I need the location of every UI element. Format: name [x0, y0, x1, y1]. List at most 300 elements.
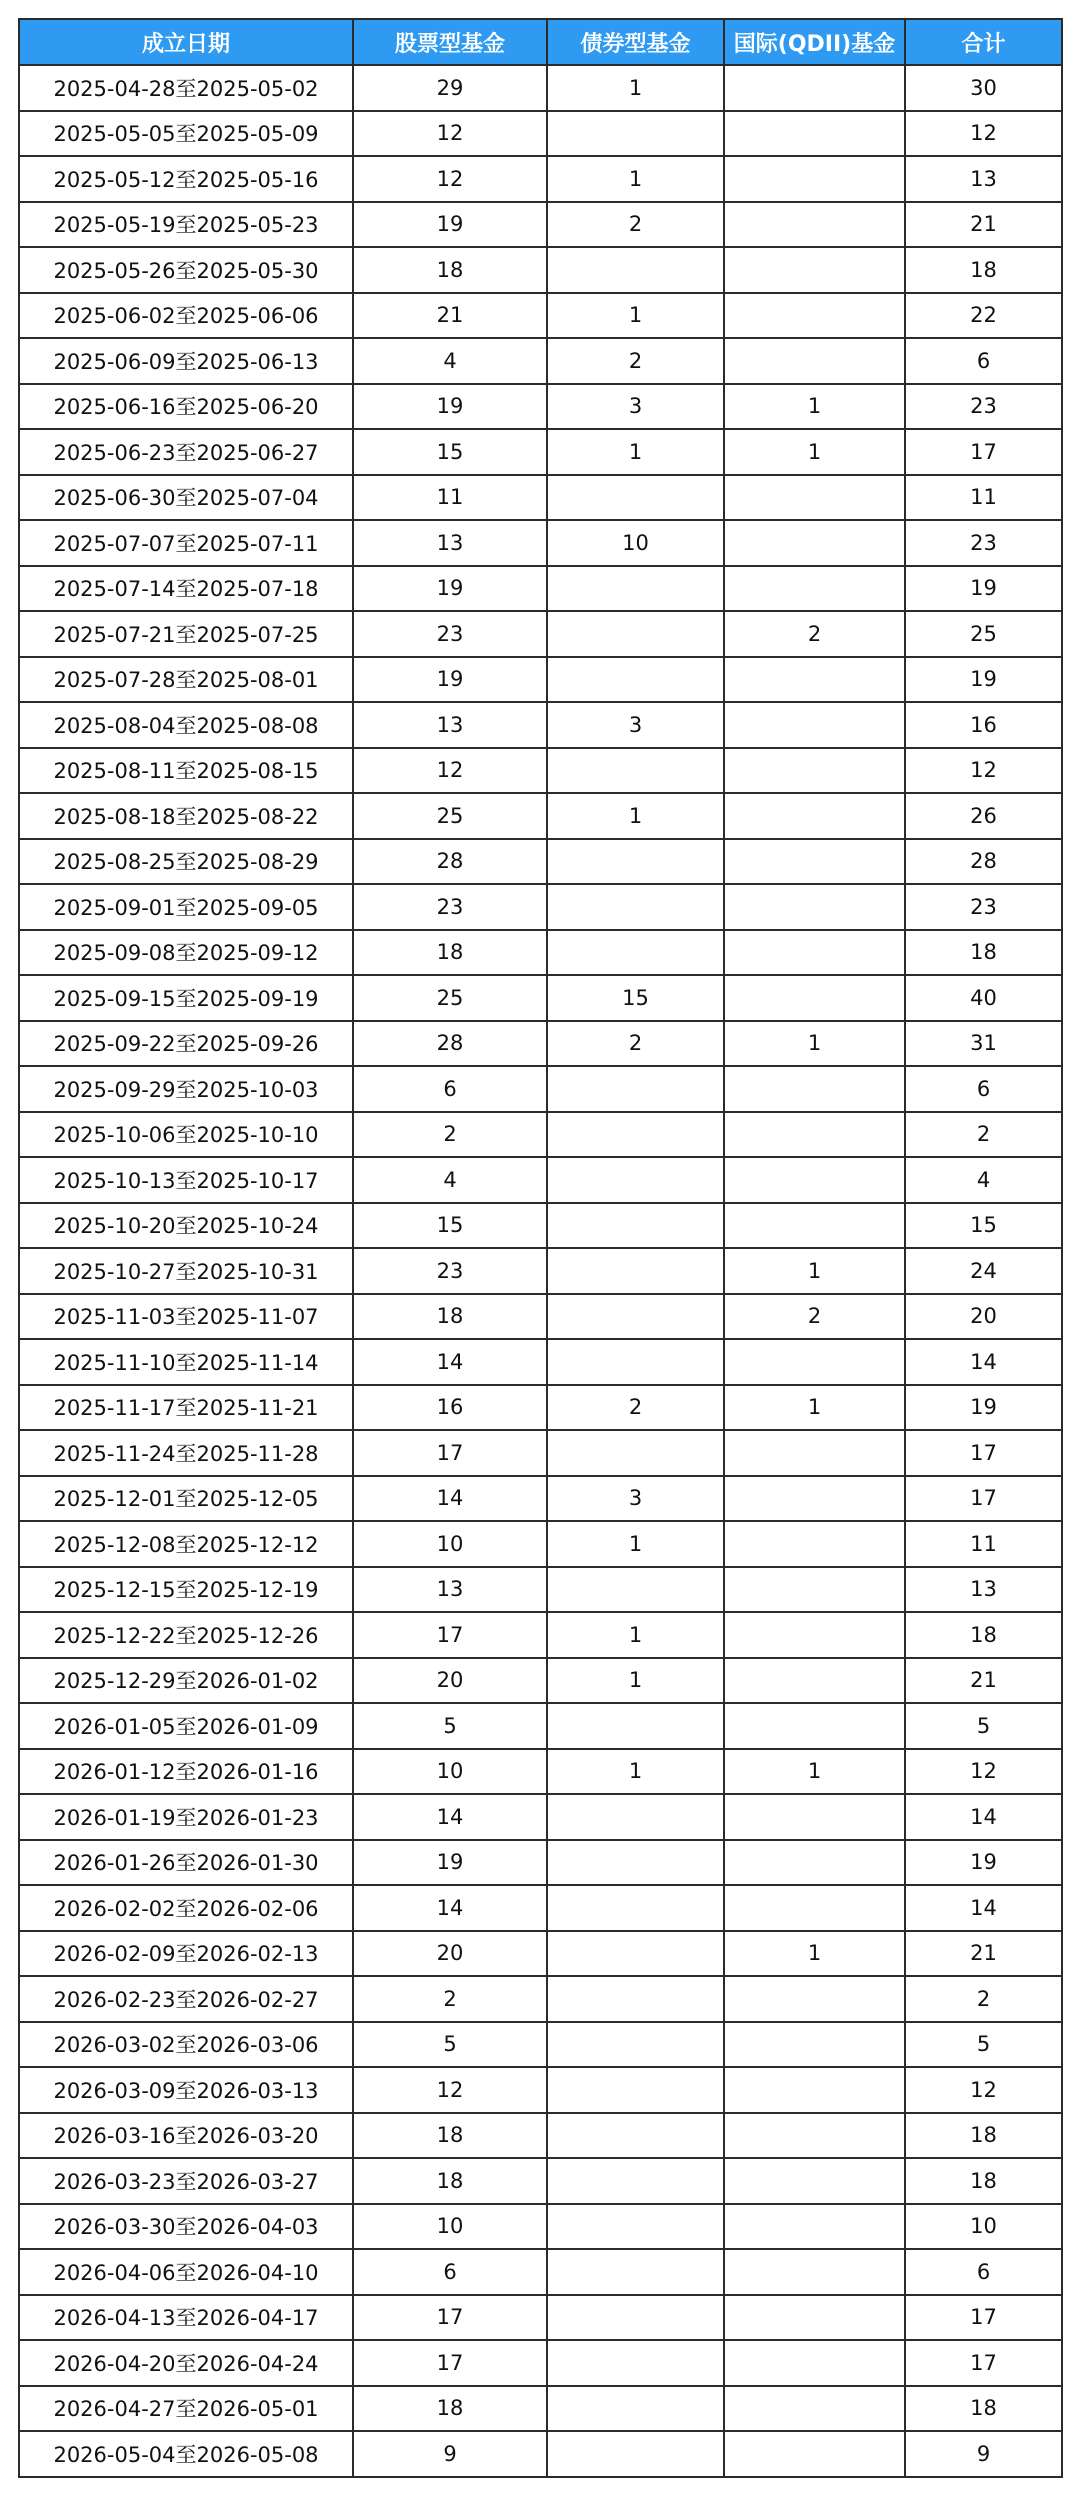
table-row	[19, 2067, 1062, 2113]
cell-stock-fund: 19	[353, 566, 547, 612]
cell-stock-fund: 17	[353, 1430, 547, 1476]
cell-stock-fund: 13	[353, 1567, 547, 1613]
cell-bond-fund	[547, 2386, 724, 2432]
cell-qdii-fund	[724, 1976, 905, 2022]
table-row	[19, 1612, 1062, 1658]
cell-date-range: 2025-12-01至2025-12-05	[19, 1476, 353, 1522]
table-row	[19, 1476, 1062, 1522]
cell-stock-fund: 5	[353, 1703, 547, 1749]
cell-qdii-fund	[724, 2022, 905, 2068]
table-row	[19, 429, 1062, 475]
table-body	[19, 65, 1062, 2477]
cell-qdii-fund	[724, 156, 905, 202]
cell-total: 16	[905, 702, 1062, 748]
table-row	[19, 1521, 1062, 1567]
cell-stock-fund: 5	[353, 2022, 547, 2068]
table-row	[19, 1157, 1062, 1203]
fund-table-container	[18, 18, 1061, 2478]
cell-stock-fund: 20	[353, 1931, 547, 1977]
cell-bond-fund: 2	[547, 1021, 724, 1067]
table-header	[19, 19, 1062, 65]
cell-bond-fund	[547, 1157, 724, 1203]
cell-stock-fund: 25	[353, 793, 547, 839]
cell-qdii-fund	[724, 1794, 905, 1840]
cell-qdii-fund	[724, 2386, 905, 2432]
cell-total: 18	[905, 1612, 1062, 1658]
table-row	[19, 2158, 1062, 2204]
cell-qdii-fund	[724, 338, 905, 384]
cell-stock-fund: 12	[353, 2067, 547, 2113]
cell-bond-fund	[547, 657, 724, 703]
cell-bond-fund	[547, 748, 724, 794]
cell-bond-fund: 15	[547, 975, 724, 1021]
cell-date-range: 2025-08-25至2025-08-29	[19, 839, 353, 885]
cell-date-range: 2026-03-09至2026-03-13	[19, 2067, 353, 2113]
header-establish-date: 成立日期	[19, 19, 353, 65]
cell-date-range: 2026-03-23至2026-03-27	[19, 2158, 353, 2204]
cell-qdii-fund	[724, 702, 905, 748]
cell-total: 28	[905, 839, 1062, 885]
cell-qdii-fund: 1	[724, 1021, 905, 1067]
cell-total: 5	[905, 1703, 1062, 1749]
cell-total: 11	[905, 475, 1062, 521]
header-total: 合计	[905, 19, 1062, 65]
cell-qdii-fund	[724, 2113, 905, 2159]
cell-total: 18	[905, 930, 1062, 976]
cell-stock-fund: 25	[353, 975, 547, 1021]
table-row	[19, 793, 1062, 839]
cell-bond-fund	[547, 930, 724, 976]
cell-date-range: 2025-07-21至2025-07-25	[19, 611, 353, 657]
cell-total: 25	[905, 611, 1062, 657]
cell-date-range: 2025-12-08至2025-12-12	[19, 1521, 353, 1567]
cell-total: 18	[905, 2386, 1062, 2432]
cell-bond-fund	[547, 247, 724, 293]
cell-qdii-fund	[724, 2295, 905, 2341]
cell-total: 21	[905, 202, 1062, 248]
cell-bond-fund	[547, 111, 724, 157]
cell-qdii-fund	[724, 884, 905, 930]
cell-date-range: 2025-05-19至2025-05-23	[19, 202, 353, 248]
cell-total: 10	[905, 2204, 1062, 2250]
table-row	[19, 111, 1062, 157]
cell-bond-fund	[547, 1976, 724, 2022]
cell-date-range: 2025-06-30至2025-07-04	[19, 475, 353, 521]
cell-total: 22	[905, 293, 1062, 339]
table-row	[19, 1385, 1062, 1431]
cell-total: 20	[905, 1294, 1062, 1340]
cell-total: 23	[905, 884, 1062, 930]
cell-stock-fund: 12	[353, 111, 547, 157]
cell-date-range: 2025-09-29至2025-10-03	[19, 1066, 353, 1112]
cell-stock-fund: 13	[353, 520, 547, 566]
table-row	[19, 1021, 1062, 1067]
cell-bond-fund	[547, 884, 724, 930]
cell-stock-fund: 4	[353, 1157, 547, 1203]
cell-bond-fund	[547, 1703, 724, 1749]
cell-qdii-fund	[724, 293, 905, 339]
cell-qdii-fund	[724, 1567, 905, 1613]
cell-qdii-fund: 1	[724, 1749, 905, 1795]
cell-total: 19	[905, 1840, 1062, 1886]
cell-bond-fund	[547, 1339, 724, 1385]
cell-qdii-fund: 1	[724, 1385, 905, 1431]
table-row	[19, 975, 1062, 1021]
cell-qdii-fund	[724, 2249, 905, 2295]
table-row	[19, 202, 1062, 248]
cell-qdii-fund	[724, 1112, 905, 1158]
cell-stock-fund: 29	[353, 65, 547, 111]
cell-total: 19	[905, 1385, 1062, 1431]
table-row	[19, 1658, 1062, 1704]
cell-qdii-fund	[724, 520, 905, 566]
cell-qdii-fund	[724, 1885, 905, 1931]
cell-bond-fund	[547, 839, 724, 885]
cell-stock-fund: 10	[353, 2204, 547, 2250]
cell-total: 2	[905, 1112, 1062, 1158]
table-row	[19, 566, 1062, 612]
cell-stock-fund: 2	[353, 1112, 547, 1158]
cell-bond-fund	[547, 2204, 724, 2250]
header-row	[19, 19, 1062, 65]
cell-qdii-fund	[724, 1840, 905, 1886]
cell-total: 17	[905, 2340, 1062, 2386]
cell-qdii-fund	[724, 1430, 905, 1476]
cell-stock-fund: 28	[353, 1021, 547, 1067]
cell-qdii-fund: 2	[724, 611, 905, 657]
cell-bond-fund	[547, 1203, 724, 1249]
cell-qdii-fund	[724, 1066, 905, 1112]
table-row	[19, 475, 1062, 521]
cell-stock-fund: 18	[353, 247, 547, 293]
cell-bond-fund: 3	[547, 702, 724, 748]
cell-stock-fund: 9	[353, 2431, 547, 2477]
cell-date-range: 2025-06-16至2025-06-20	[19, 384, 353, 430]
cell-bond-fund	[547, 1430, 724, 1476]
cell-stock-fund: 11	[353, 475, 547, 521]
cell-date-range: 2026-05-04至2026-05-08	[19, 2431, 353, 2477]
table-row	[19, 2295, 1062, 2341]
table-row	[19, 1294, 1062, 1340]
cell-qdii-fund	[724, 1703, 905, 1749]
cell-qdii-fund: 1	[724, 1248, 905, 1294]
table-row	[19, 384, 1062, 430]
cell-stock-fund: 14	[353, 1476, 547, 1522]
cell-bond-fund: 1	[547, 65, 724, 111]
cell-bond-fund	[547, 2340, 724, 2386]
cell-qdii-fund: 1	[724, 384, 905, 430]
cell-total: 12	[905, 111, 1062, 157]
cell-total: 19	[905, 657, 1062, 703]
cell-bond-fund	[547, 2113, 724, 2159]
cell-stock-fund: 19	[353, 657, 547, 703]
table-row	[19, 1931, 1062, 1977]
cell-date-range: 2026-01-19至2026-01-23	[19, 1794, 353, 1840]
cell-bond-fund	[547, 1112, 724, 1158]
cell-stock-fund: 2	[353, 1976, 547, 2022]
table-row	[19, 1430, 1062, 1476]
table-row	[19, 1840, 1062, 1886]
cell-total: 14	[905, 1885, 1062, 1931]
cell-bond-fund: 1	[547, 1658, 724, 1704]
cell-bond-fund	[547, 1794, 724, 1840]
cell-bond-fund: 1	[547, 1612, 724, 1658]
cell-date-range: 2025-12-15至2025-12-19	[19, 1567, 353, 1613]
cell-total: 11	[905, 1521, 1062, 1567]
cell-stock-fund: 18	[353, 930, 547, 976]
cell-date-range: 2026-04-20至2026-04-24	[19, 2340, 353, 2386]
cell-date-range: 2025-09-22至2025-09-26	[19, 1021, 353, 1067]
table-row	[19, 2340, 1062, 2386]
cell-bond-fund	[547, 1066, 724, 1112]
table-row	[19, 2204, 1062, 2250]
cell-date-range: 2026-03-16至2026-03-20	[19, 2113, 353, 2159]
cell-date-range: 2025-08-11至2025-08-15	[19, 748, 353, 794]
cell-qdii-fund	[724, 1521, 905, 1567]
table-row	[19, 2431, 1062, 2477]
cell-total: 31	[905, 1021, 1062, 1067]
cell-date-range: 2025-06-09至2025-06-13	[19, 338, 353, 384]
cell-total: 2	[905, 1976, 1062, 2022]
cell-qdii-fund	[724, 2204, 905, 2250]
header-stock-fund: 股票型基金	[353, 19, 547, 65]
cell-date-range: 2025-11-03至2025-11-07	[19, 1294, 353, 1340]
cell-qdii-fund	[724, 2158, 905, 2204]
cell-date-range: 2025-05-12至2025-05-16	[19, 156, 353, 202]
cell-date-range: 2025-06-23至2025-06-27	[19, 429, 353, 475]
cell-qdii-fund	[724, 1658, 905, 1704]
cell-stock-fund: 13	[353, 702, 547, 748]
cell-date-range: 2025-05-05至2025-05-09	[19, 111, 353, 157]
cell-qdii-fund	[724, 1157, 905, 1203]
cell-bond-fund	[547, 2295, 724, 2341]
cell-bond-fund: 1	[547, 793, 724, 839]
cell-bond-fund: 1	[547, 1521, 724, 1567]
cell-qdii-fund	[724, 566, 905, 612]
cell-stock-fund: 10	[353, 1749, 547, 1795]
cell-total: 14	[905, 1794, 1062, 1840]
cell-qdii-fund	[724, 247, 905, 293]
cell-date-range: 2025-12-22至2025-12-26	[19, 1612, 353, 1658]
cell-date-range: 2025-11-24至2025-11-28	[19, 1430, 353, 1476]
cell-bond-fund	[547, 2158, 724, 2204]
cell-total: 15	[905, 1203, 1062, 1249]
cell-stock-fund: 19	[353, 202, 547, 248]
cell-total: 40	[905, 975, 1062, 1021]
cell-total: 21	[905, 1931, 1062, 1977]
cell-qdii-fund	[724, 793, 905, 839]
table-row	[19, 884, 1062, 930]
cell-date-range: 2026-04-27至2026-05-01	[19, 2386, 353, 2432]
cell-date-range: 2026-01-12至2026-01-16	[19, 1749, 353, 1795]
cell-total: 26	[905, 793, 1062, 839]
cell-bond-fund	[547, 1248, 724, 1294]
table-row	[19, 65, 1062, 111]
cell-qdii-fund	[724, 1203, 905, 1249]
cell-qdii-fund	[724, 748, 905, 794]
cell-date-range: 2025-06-02至2025-06-06	[19, 293, 353, 339]
cell-date-range: 2025-08-04至2025-08-08	[19, 702, 353, 748]
table-row	[19, 2113, 1062, 2159]
cell-bond-fund	[547, 566, 724, 612]
fund-establishment-table	[18, 18, 1063, 2478]
cell-date-range: 2025-04-28至2025-05-02	[19, 65, 353, 111]
table-row	[19, 247, 1062, 293]
table-row	[19, 611, 1062, 657]
cell-total: 6	[905, 1066, 1062, 1112]
cell-date-range: 2026-03-30至2026-04-03	[19, 2204, 353, 2250]
cell-date-range: 2025-05-26至2025-05-30	[19, 247, 353, 293]
cell-date-range: 2026-03-02至2026-03-06	[19, 2022, 353, 2068]
cell-total: 5	[905, 2022, 1062, 2068]
cell-stock-fund: 4	[353, 338, 547, 384]
cell-bond-fund: 1	[547, 1749, 724, 1795]
cell-qdii-fund	[724, 975, 905, 1021]
header-qdii-fund: 国际(QDII)基金	[724, 19, 905, 65]
table-row	[19, 1112, 1062, 1158]
cell-stock-fund: 20	[353, 1658, 547, 1704]
cell-date-range: 2026-04-13至2026-04-17	[19, 2295, 353, 2341]
cell-date-range: 2025-09-15至2025-09-19	[19, 975, 353, 1021]
cell-stock-fund: 17	[353, 2340, 547, 2386]
cell-total: 17	[905, 1430, 1062, 1476]
cell-qdii-fund	[724, 2067, 905, 2113]
cell-qdii-fund	[724, 657, 905, 703]
cell-qdii-fund	[724, 2431, 905, 2477]
table-row	[19, 748, 1062, 794]
cell-bond-fund: 2	[547, 202, 724, 248]
cell-date-range: 2026-02-02至2026-02-06	[19, 1885, 353, 1931]
table-row	[19, 1248, 1062, 1294]
cell-stock-fund: 23	[353, 611, 547, 657]
cell-bond-fund: 1	[547, 293, 724, 339]
cell-stock-fund: 23	[353, 1248, 547, 1294]
cell-total: 30	[905, 65, 1062, 111]
cell-total: 24	[905, 1248, 1062, 1294]
cell-total: 14	[905, 1339, 1062, 1385]
cell-date-range: 2026-01-05至2026-01-09	[19, 1703, 353, 1749]
cell-date-range: 2026-04-06至2026-04-10	[19, 2249, 353, 2295]
cell-date-range: 2025-10-13至2025-10-17	[19, 1157, 353, 1203]
cell-total: 18	[905, 2113, 1062, 2159]
cell-qdii-fund: 2	[724, 1294, 905, 1340]
cell-bond-fund	[547, 2431, 724, 2477]
cell-stock-fund: 14	[353, 1885, 547, 1931]
table-row	[19, 293, 1062, 339]
cell-bond-fund	[547, 1567, 724, 1613]
cell-date-range: 2025-07-28至2025-08-01	[19, 657, 353, 703]
cell-total: 21	[905, 1658, 1062, 1704]
table-row	[19, 702, 1062, 748]
header-bond-fund: 债券型基金	[547, 19, 724, 65]
cell-date-range: 2025-07-14至2025-07-18	[19, 566, 353, 612]
table-row	[19, 2249, 1062, 2295]
cell-qdii-fund	[724, 111, 905, 157]
cell-date-range: 2025-10-06至2025-10-10	[19, 1112, 353, 1158]
cell-qdii-fund	[724, 1339, 905, 1385]
cell-stock-fund: 19	[353, 1840, 547, 1886]
table-row	[19, 338, 1062, 384]
cell-date-range: 2025-11-17至2025-11-21	[19, 1385, 353, 1431]
cell-total: 13	[905, 156, 1062, 202]
cell-stock-fund: 12	[353, 748, 547, 794]
table-row	[19, 2022, 1062, 2068]
table-row	[19, 1066, 1062, 1112]
cell-date-range: 2025-11-10至2025-11-14	[19, 1339, 353, 1385]
cell-total: 6	[905, 338, 1062, 384]
cell-qdii-fund	[724, 475, 905, 521]
cell-bond-fund: 1	[547, 156, 724, 202]
table-row	[19, 839, 1062, 885]
cell-total: 12	[905, 1749, 1062, 1795]
cell-date-range: 2025-09-08至2025-09-12	[19, 930, 353, 976]
cell-stock-fund: 14	[353, 1794, 547, 1840]
cell-bond-fund	[547, 2249, 724, 2295]
cell-qdii-fund	[724, 1612, 905, 1658]
cell-qdii-fund	[724, 202, 905, 248]
cell-total: 9	[905, 2431, 1062, 2477]
cell-stock-fund: 18	[353, 2158, 547, 2204]
cell-bond-fund: 1	[547, 429, 724, 475]
cell-total: 19	[905, 566, 1062, 612]
cell-bond-fund	[547, 1294, 724, 1340]
cell-stock-fund: 23	[353, 884, 547, 930]
cell-date-range: 2025-10-20至2025-10-24	[19, 1203, 353, 1249]
cell-total: 6	[905, 2249, 1062, 2295]
cell-bond-fund: 2	[547, 338, 724, 384]
cell-stock-fund: 18	[353, 1294, 547, 1340]
cell-stock-fund: 18	[353, 2113, 547, 2159]
cell-stock-fund: 6	[353, 1066, 547, 1112]
table-row	[19, 1203, 1062, 1249]
cell-bond-fund: 3	[547, 384, 724, 430]
cell-bond-fund	[547, 475, 724, 521]
table-row	[19, 156, 1062, 202]
cell-stock-fund: 17	[353, 2295, 547, 2341]
cell-qdii-fund	[724, 839, 905, 885]
cell-total: 17	[905, 429, 1062, 475]
cell-bond-fund	[547, 1885, 724, 1931]
table-row	[19, 1703, 1062, 1749]
cell-bond-fund	[547, 1931, 724, 1977]
cell-bond-fund: 3	[547, 1476, 724, 1522]
cell-stock-fund: 17	[353, 1612, 547, 1658]
cell-date-range: 2025-10-27至2025-10-31	[19, 1248, 353, 1294]
table-row	[19, 1885, 1062, 1931]
table-row	[19, 1976, 1062, 2022]
cell-bond-fund	[547, 1840, 724, 1886]
cell-bond-fund	[547, 611, 724, 657]
cell-stock-fund: 28	[353, 839, 547, 885]
cell-stock-fund: 15	[353, 429, 547, 475]
cell-stock-fund: 15	[353, 1203, 547, 1249]
cell-qdii-fund	[724, 65, 905, 111]
cell-total: 13	[905, 1567, 1062, 1613]
cell-stock-fund: 10	[353, 1521, 547, 1567]
cell-total: 23	[905, 520, 1062, 566]
cell-stock-fund: 6	[353, 2249, 547, 2295]
cell-total: 17	[905, 2295, 1062, 2341]
cell-bond-fund: 10	[547, 520, 724, 566]
cell-qdii-fund: 1	[724, 429, 905, 475]
cell-date-range: 2025-12-29至2026-01-02	[19, 1658, 353, 1704]
cell-total: 23	[905, 384, 1062, 430]
cell-total: 17	[905, 1476, 1062, 1522]
cell-stock-fund: 18	[353, 2386, 547, 2432]
cell-total: 18	[905, 247, 1062, 293]
cell-bond-fund	[547, 2022, 724, 2068]
cell-date-range: 2025-08-18至2025-08-22	[19, 793, 353, 839]
